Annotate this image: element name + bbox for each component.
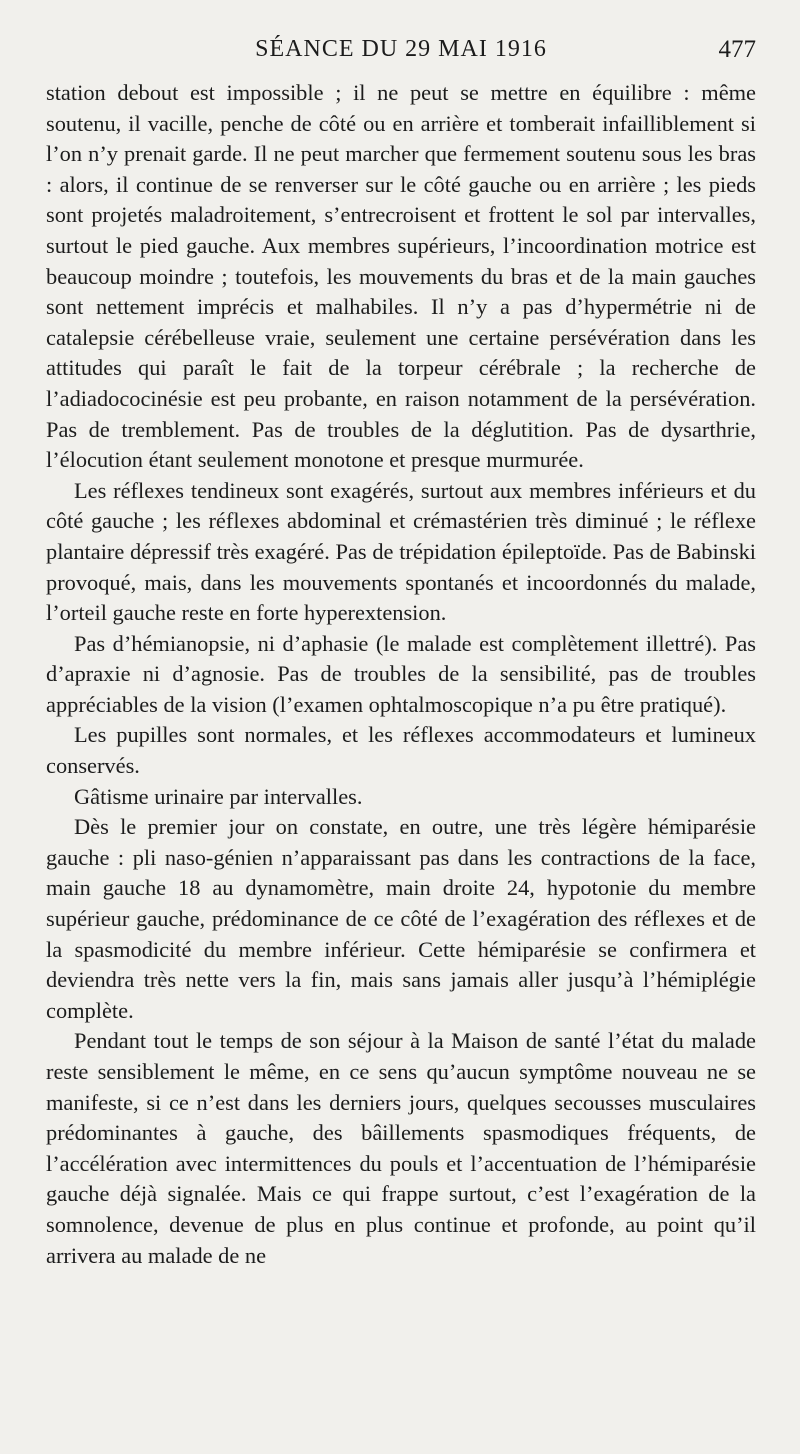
paragraph-3: Pas d’hémianopsie, ni d’aphasie (le malade est complètement illettré). Pas d’apraxie ni d’agnosie. Pas de troubles de la sensibilité, pas de troubles appréciables de la vision (l’examen ophtalmoscopique n’a pu être pratiqué). (46, 630, 756, 717)
paragraph-1: station debout est impossible ; il ne peut se mettre en équilibre : même soutenu, il vacille, penche de côté ou en arrière et tomberait infailliblement si l’on n’y prenait garde. Il ne peut marcher que fermement soutenu sous les bras : alors, il continue de se renverser sur le côté gauche ou en arrière ; les pieds sont projetés maladroitement, s’entrecroisent et frottent le sol par intervalles, surtout le pied gauche. Aux membres supérieurs, l’incoordination motrice est beaucoup moindre ; toutefois, les mouvements du bras et de la main gauches sont nettement imprécis et malhabiles. Il n’y a pas d’hypermétrie ni de catalepsie cérébelleuse vraie, seulement une certaine persévération dans les attitudes qui paraît le fait de la torpeur cérébrale ; la recherche de l’adiadococinésie est peu probante, en raison notamment de la persévération. Pas de tremblement. Pas de troubles de la déglutition. Pas de dysarthrie, l’élocution étant seulement monotone et presque murmurée. (46, 80, 756, 473)
paragraph-5: Gâtisme urinaire par intervalles. (74, 783, 363, 809)
paragraph-6: Dès le premier jour on constate, en outre, une très légère hémiparésie gauche : pli naso-génien n’apparaissant pas dans les contractions de la face, main gauche 18 au dynamomètre, main droite 24, hypotonie du membre supérieur gauche, prédominance de ce côté de l’exagération des réflexes et de la spasmodicité du membre inférieur. Cette hémiparésie se confirmera et deviendra très nette vers la fin, mais sans jamais aller jusqu’à l’hémiplégie complète. (46, 814, 756, 1023)
page-number: 477 (718, 36, 756, 63)
running-title: SÉANCE DU 29 MAI 1916 (255, 36, 547, 62)
paragraph-2: Les réflexes tendineux sont exagérés, surtout aux membres inférieurs et du côté gauche ; les réflexes abdominal et crémastérien très diminué ; le réflexe plantaire dépressif très exagéré. Pas de trépidation épileptoïde. Pas de Babinski provoqué, mais, dans les mouvements spontanés et incoordonnés du malade, l’orteil gauche reste en forte hyperextension. (46, 477, 756, 626)
body-text (46, 78, 756, 1271)
page-header (46, 36, 756, 78)
paragraph-7: Pendant tout le temps de son séjour à la Maison de santé l’état du malade reste sensiblement le même, en ce sens qu’aucun symptôme nouveau ne se manifeste, si ce n’est dans les derniers jours, quelques secousses musculaires prédominantes à gauche, des bâillements spasmodiques fréquents, de l’accélération avec intermittences du pouls et l’accentuation de l’hémiparésie gauche déjà signalée. Mais ce qui frappe surtout, c’est l’exagération de la somnolence, devenue de plus en plus continue et profonde, au point qu’il arrivera au malade de ne (46, 1028, 756, 1268)
paragraph-4: Les pupilles sont normales, et les réflexes accommodateurs et lumineux conservés. (46, 722, 756, 779)
